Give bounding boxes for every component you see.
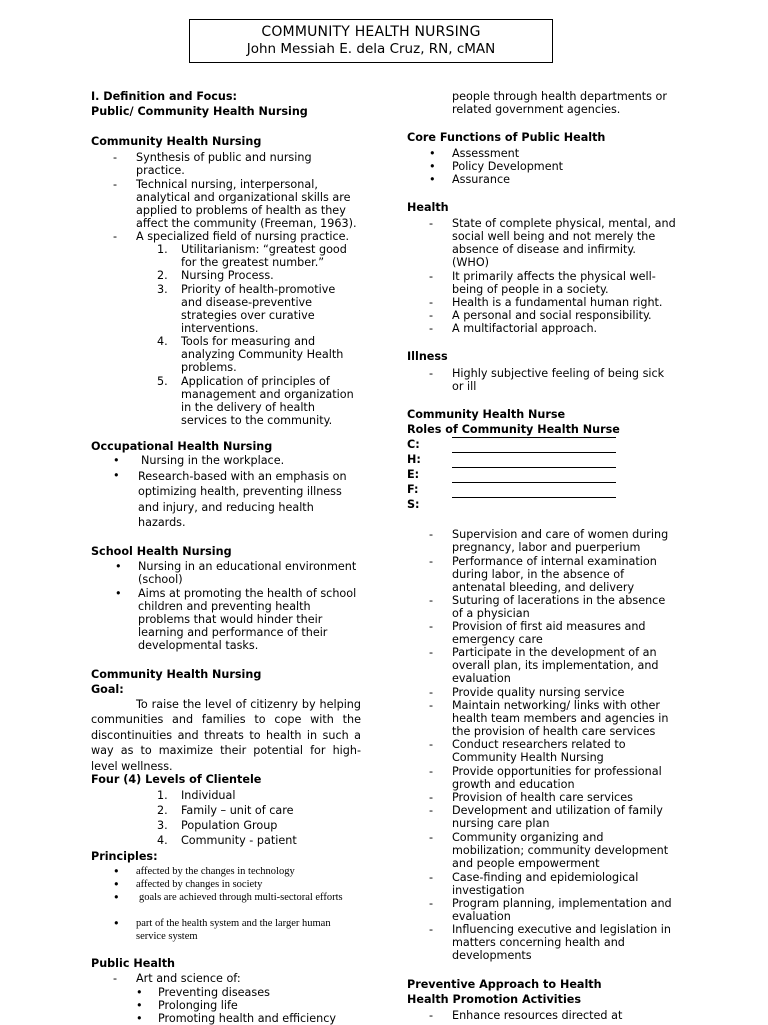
fill-blank [452, 452, 616, 453]
chn-numbered-4: Tools for measuring and analyzing Community Health problems. [181, 335, 344, 374]
core-item: Assessment [452, 147, 520, 160]
shn-heading: School Health Nursing [91, 545, 232, 558]
title-box [189, 19, 553, 63]
core-item: Assurance [452, 173, 510, 186]
ph-heading: Public Health [91, 957, 176, 970]
dash-marker: - [429, 620, 434, 633]
continued-text: people through health departments or related government agencies. [452, 90, 667, 116]
role-item: Provide opportunities for professional growth and education [452, 765, 662, 791]
role-item: Community organizing and mobilization; community development and people empowerment [452, 831, 669, 870]
shn-bullet-2: Aims at promoting the health of school children and preventing health problems that would hinder their learning and performance of their developmental tasks. [138, 587, 357, 652]
dash-marker: - [429, 699, 434, 712]
bullet-marker: • [115, 587, 122, 600]
chn-bullet-1: Synthesis of public and nursing practice. [136, 151, 312, 177]
principle-item: part of the health system and the larger human service system [136, 918, 331, 942]
dash-marker: - [429, 1009, 434, 1022]
chn-numbered-5: Application of principles of management and organization in the delivery of health services to the community. [181, 375, 354, 427]
health-bullet-1: State of complete physical, mental, and social well being and not merely the absence of disease and infirmity. (WHO) [452, 217, 676, 269]
bullet-marker: • [136, 999, 143, 1012]
ohn-bullet-1: Nursing in the workplace. [141, 454, 285, 467]
health-heading: Health [407, 201, 449, 214]
role-item: Suturing of lacerations in the absence of a physician [452, 594, 666, 620]
principle-item: goals are achieved through multi-sectoral efforts [139, 892, 343, 903]
illness-heading: Illness [407, 350, 448, 363]
shn-bullet-1: Nursing in an educational environment (school) [138, 560, 357, 586]
dash-marker: - [429, 765, 434, 778]
dash-marker: - [429, 270, 434, 283]
document-author: John Messiah E. dela Cruz, RN, cMAN [246, 41, 496, 57]
number-marker: 1. [157, 789, 168, 802]
principle-item: affected by the changes in technology [136, 866, 295, 877]
subsection-heading: Public/ Community Health Nursing [91, 105, 308, 118]
dash-marker: - [429, 646, 434, 659]
health-bullet-2: It primarily affects the physical well- being of people in a society. [452, 270, 656, 296]
role-item: Supervision and care of women during pregnancy, labor and puerperium [452, 528, 669, 554]
role-item: Maintain networking/ links with other health team members and agencies in the provision of health care services [452, 699, 669, 738]
dash-marker: - [113, 972, 118, 985]
role-item: Program planning, implementation and evaluation [452, 897, 672, 923]
dash-marker: - [429, 831, 434, 844]
bullet-marker: • [113, 891, 120, 904]
dash-marker: - [429, 738, 434, 751]
chnurse-heading: Community Health Nurse [407, 408, 566, 421]
number-marker: 4. [157, 834, 168, 847]
role-item: Conduct researchers related to Community Health Nursing [452, 738, 626, 764]
dash-marker: - [429, 555, 434, 568]
role-letter: C: [407, 438, 420, 451]
dash-marker: - [113, 151, 118, 164]
document-title: COMMUNITY HEALTH NURSING [261, 24, 481, 40]
number-marker: 2. [157, 804, 168, 817]
goal-text: To raise the level of citizenry by helping communities and families to cope with the discontinuities and threats to health in such a way as to maximize their potential for high-level wellness. [91, 698, 361, 773]
bullet-marker: • [429, 147, 436, 160]
chn-numbered-3: Priority of health-promotive and disease-preventive strategies over curative interventions. [181, 283, 336, 335]
bullet-marker: • [113, 878, 120, 891]
dash-marker: - [429, 791, 434, 804]
prev-subheading: Health Promotion Activities [407, 993, 582, 1006]
section-heading: I. Definition and Focus: [91, 90, 238, 103]
bullet-marker: • [429, 173, 436, 186]
bullet-marker: • [115, 560, 122, 573]
dash-marker: - [429, 871, 434, 884]
fill-blank [452, 497, 616, 498]
number-marker: 2. [157, 269, 168, 282]
dash-marker: - [429, 322, 434, 335]
levels-heading: Four (4) Levels of Clientele [91, 773, 262, 786]
chn-numbered-1: Utilitarianism: “greatest good for the greatest number.” [181, 243, 347, 269]
role-item: Provision of health care services [452, 791, 633, 804]
ph-bullet-1: Art and science of: [136, 972, 241, 985]
level-item: Population Group [181, 819, 278, 832]
dash-marker: - [429, 686, 434, 699]
dash-marker: - [429, 923, 434, 936]
health-bullet-3: Health is a fundamental human right. [452, 296, 663, 309]
role-item: Performance of internal examination during labor, in the absence of antenatal bleeding, and delivery [452, 555, 657, 594]
bullet-marker: • [113, 469, 120, 482]
level-item: Community - patient [181, 834, 297, 847]
dash-marker: - [429, 309, 434, 322]
chn2-heading: Community Health Nursing [91, 668, 262, 681]
principles-heading: Principles: [91, 850, 158, 863]
core-heading: Core Functions of Public Health [407, 131, 606, 144]
role-letter: H: [407, 453, 421, 466]
ohn-bullet-2: Research-based with an emphasis on optimizing health, preventing illness and injury, and reducing health hazards. [138, 470, 347, 529]
ph-item: Promoting health and efficiency [158, 1012, 337, 1025]
bullet-marker: • [136, 986, 143, 999]
fill-blank [452, 467, 616, 468]
role-item: Influencing executive and legislation in matters concerning health and developments [452, 923, 671, 962]
dash-marker: - [113, 230, 118, 243]
number-marker: 3. [157, 283, 168, 296]
role-letter: S: [407, 498, 420, 511]
role-item: Provision of first aid measures and emergency care [452, 620, 646, 646]
dash-marker: - [429, 367, 434, 380]
chn-bullet-2: Technical nursing, interpersonal, analytical and organizational skills are applied to problems of health as they affect the community (Freeman, 1963). [136, 178, 357, 230]
principle-item: affected by changes in society [136, 879, 263, 890]
prev-bullet-1: Enhance resources directed at [452, 1009, 623, 1022]
roles-heading: Roles of Community Health Nurse [407, 423, 620, 436]
bullet-marker: • [113, 865, 120, 878]
level-item: Family – unit of care [181, 804, 294, 817]
ph-item: Prolonging life [158, 999, 238, 1012]
illness-bullet-1: Highly subjective feeling of being sick or ill [452, 367, 665, 393]
dash-marker: - [429, 528, 434, 541]
fill-blank [452, 482, 616, 483]
role-item: Case-finding and epidemiological investigation [452, 871, 639, 897]
dash-marker: - [429, 804, 434, 817]
level-item: Individual [181, 789, 236, 802]
dash-marker: - [429, 217, 434, 230]
bullet-marker: • [136, 1012, 143, 1025]
bullet-marker: • [429, 160, 436, 173]
chn-heading: Community Health Nursing [91, 135, 262, 148]
health-bullet-4: A personal and social responsibility. [452, 309, 652, 322]
dash-marker: - [113, 178, 118, 191]
health-bullet-5: A multifactorial approach. [452, 322, 598, 335]
bullet-marker: • [113, 454, 120, 467]
number-marker: 4. [157, 335, 168, 348]
ph-item: Preventing diseases [158, 986, 270, 999]
number-marker: 3. [157, 819, 168, 832]
role-letter: E: [407, 468, 420, 481]
role-item: Participate in the development of an overall plan, its implementation, and evaluation [452, 646, 659, 685]
role-item: Development and utilization of family nursing care plan [452, 804, 663, 830]
number-marker: 1. [157, 243, 168, 256]
dash-marker: - [429, 296, 434, 309]
chn-numbered-2: Nursing Process. [181, 269, 274, 282]
role-item: Provide quality nursing service [452, 686, 625, 699]
core-item: Policy Development [452, 160, 564, 173]
dash-marker: - [429, 594, 434, 607]
fill-blank [452, 437, 616, 438]
goal-label: Goal: [91, 683, 124, 696]
dash-marker: - [429, 897, 434, 910]
prev-heading: Preventive Approach to Health [407, 978, 602, 991]
bullet-marker: • [113, 917, 120, 930]
ohn-heading: Occupational Health Nursing [91, 440, 273, 453]
number-marker: 5. [157, 375, 168, 388]
role-letter: F: [407, 483, 419, 496]
chn-bullet-3: A specialized field of nursing practice. [136, 230, 350, 243]
